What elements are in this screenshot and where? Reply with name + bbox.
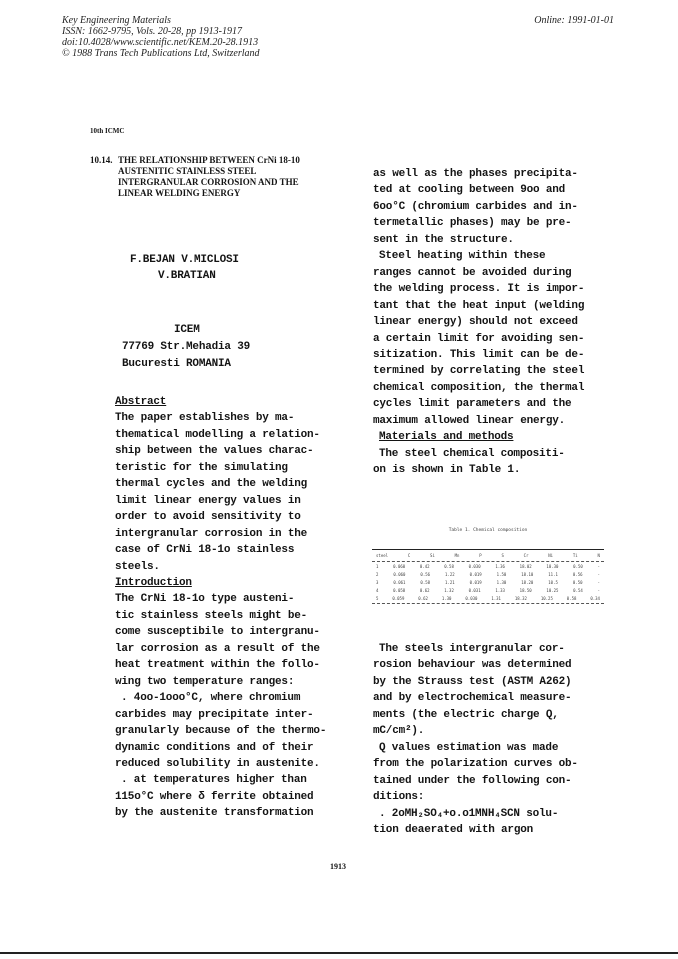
table-header-cell: steel (376, 553, 389, 558)
right-column-bottom (373, 641, 643, 838)
title-line: THE RELATIONSHIP BETWEEN CrNi 18-10 (118, 155, 300, 165)
table-cell: 0.50 (573, 563, 583, 569)
table-cell: 0.62 (419, 587, 430, 593)
title-line: AUSTENITIC STAINLESS STEEL (118, 166, 257, 176)
text-line: the welding process. It is impor- (373, 283, 585, 296)
text-line: on is shown in Table 1. (373, 464, 521, 477)
text-line: The CrNi 18-1o type austeni- (115, 593, 295, 606)
introduction-heading: Introduction (115, 576, 192, 589)
footer-rule (0, 952, 678, 954)
doi-line[interactable]: doi:10.4028/www.scientific.net/KEM.20-28.1913 (62, 37, 259, 48)
text-line: lar corrosion as a result of the (115, 642, 320, 655)
table-cell: 0.54 (573, 587, 583, 593)
composition-table (372, 528, 604, 604)
table-cell: 0.060 (393, 571, 406, 577)
table-cell: - (597, 579, 600, 585)
text-line: ted at cooling between 9oo and (373, 184, 566, 197)
table-cell: - (597, 587, 600, 593)
table-cell: 11.1 (548, 571, 558, 577)
table-cell: 1.22 (445, 571, 455, 577)
table-cell: 1.50 (496, 571, 507, 577)
table-cell: 4 (376, 587, 379, 593)
table-cell: 1.33 (495, 587, 505, 593)
page-number: 1913 (330, 862, 346, 871)
conference-label: 10th ICMC (90, 127, 125, 135)
text-line: come susceptibile to intergranu- (115, 626, 320, 639)
table-cell: 10.5 (548, 579, 558, 585)
text-line: intergranular corrosion in the (115, 527, 308, 540)
text-line: from the polarization curves ob- (373, 758, 578, 771)
text-line: tant that the heat input (welding (373, 299, 585, 312)
text-line: heat treatment within the follo- (115, 659, 320, 672)
title-line: LINEAR WELDING ENERGY (118, 188, 241, 198)
text-line: and by electrochemical measure- (373, 692, 572, 705)
text-line: mC/cm²). (373, 725, 425, 738)
text-line: chemical composition, the thermal (373, 381, 585, 394)
text-line: tic stainless steels might be- (115, 609, 308, 622)
table-cell: 1 (376, 563, 379, 569)
text-line: The steels intergranular cor- (379, 643, 565, 655)
table-cell: 1.30 (496, 579, 507, 585)
table-row (372, 586, 604, 594)
text-line: tained under the following con- (373, 774, 572, 787)
text-line: linear energy) should not exceed (373, 316, 578, 329)
table-caption: Table 1. Chemical composition (448, 528, 528, 533)
institution: ICEM (174, 324, 200, 336)
text-line: carbides may precipitate inter- (115, 708, 314, 721)
table-cell: 0.58 (420, 579, 431, 585)
author-line: V.BRATIAN (158, 270, 216, 282)
table-cell: 0.34 (590, 595, 600, 601)
table-header-cell: Ti (572, 553, 578, 558)
table-cell: 0.42 (419, 563, 430, 569)
table-row (372, 594, 604, 602)
text-line: dynamic conditions and of their (115, 741, 314, 754)
table-cell: 3 (376, 579, 379, 585)
table-cell: 1.21 (445, 579, 455, 585)
table-cell: 0.58 (566, 595, 577, 601)
table-cell: 18.32 (514, 595, 527, 601)
text-line: thematical modelling a relation- (115, 428, 320, 441)
table-row (372, 570, 604, 578)
text-line: . at temperatures higher than (121, 774, 307, 787)
table-cell: 18.02 (519, 563, 532, 569)
text-line: The steel chemical compositi- (379, 447, 565, 460)
text-line: steels. (115, 560, 160, 573)
text-line: sitization. This limit can be de- (373, 348, 585, 361)
text-line: 6oo°C (chromium carbides and in- (373, 200, 578, 213)
left-column (115, 394, 345, 822)
table-cell: 1.30 (441, 595, 452, 601)
table-header-cell: Mn (454, 553, 460, 558)
text-line: as well as the phases precipita- (373, 168, 578, 180)
table-cell: 5 (376, 595, 379, 601)
text-line: limit linear energy values in (115, 494, 301, 507)
text-line: ditions: (373, 791, 425, 804)
table-cell: 0.019 (469, 571, 482, 577)
journal-name: Key Engineering Materials (62, 15, 171, 26)
text-line: maximum allowed linear energy. (373, 414, 566, 427)
abstract-heading: Abstract (115, 396, 167, 408)
table-cell: 0.56 (572, 571, 583, 577)
table-cell: 0.50 (572, 579, 583, 585)
table-header-cell: Cr (523, 553, 529, 558)
right-column-top (373, 166, 643, 479)
table-cell: 1.32 (444, 587, 454, 593)
text-line: termined by correlating the steel (373, 365, 585, 378)
text-line: termetallic phases) may be pre- (373, 217, 572, 230)
text-line: tion deaerated with argon (373, 823, 534, 836)
text-line: The paper establishes by ma- (115, 412, 295, 425)
text-line: order to avoid sensitivity to (115, 511, 301, 524)
table-header-row (372, 550, 604, 562)
section-number: 10.14. (90, 155, 113, 165)
methods-heading: Materials and methods (379, 431, 514, 444)
text-line: wing two temperature ranges: (115, 675, 295, 688)
text-line: Q values estimation was made (379, 741, 559, 754)
title-line: INTERGRANULAR CORROSION AND THE (118, 177, 299, 187)
text-line: thermal cycles and the welding (115, 478, 308, 491)
table-header-cell: C (407, 553, 411, 558)
table-cell: 10.30 (546, 563, 559, 569)
publication-header (62, 15, 260, 59)
table-cell: 0.58 (444, 563, 454, 569)
table-cell: 18.10 (521, 571, 534, 577)
table-cell: 18.20 (521, 579, 534, 585)
table-cell: 0.061 (393, 579, 406, 585)
paper-title (90, 155, 355, 199)
table-cell: 0.031 (468, 587, 481, 593)
text-line: Steel heating within these (379, 250, 546, 263)
text-line: reduced solubility in austenite. (115, 757, 320, 770)
table-header-cell: Si (430, 553, 435, 558)
text-line: . 2oMH₂SO₄+o.o1MNH₄SCN solu- (379, 807, 559, 820)
text-line: rosion behaviour was determined (373, 659, 572, 672)
author-line: F.BEJAN V.MICLOSI (130, 254, 239, 266)
table-row (372, 578, 604, 586)
table-cell: 10.25 (540, 595, 553, 601)
table-cell: 0.059 (392, 595, 405, 601)
table-cell: 0.019 (469, 579, 482, 585)
text-line: sent in the structure. (373, 233, 514, 246)
text-line: cycles limit parameters and the (373, 398, 572, 411)
street-address: 77769 Str.Mehadia 39 (122, 341, 251, 353)
table-cell: 2 (376, 571, 379, 577)
table-cell: - (597, 563, 600, 569)
copyright-line: © 1988 Trans Tech Publications Ltd, Switzerland (62, 48, 260, 59)
city-country: Bucuresti ROMANIA (122, 358, 231, 370)
text-line: ranges cannot be avoided during (373, 266, 572, 279)
table-cell: 0.060 (393, 563, 406, 569)
text-line: ments (the electric charge Q, (373, 708, 559, 721)
text-line: ship between the values charac- (115, 445, 314, 458)
table-cell: 1.31 (491, 595, 501, 601)
text-line: . 4oo-1ooo°C, where chromium (121, 692, 301, 705)
table-cell: 0.030 (465, 595, 478, 601)
table-header-cell: S (501, 553, 504, 558)
table-header-cell: P (479, 553, 482, 558)
text-line: granularly because of the thermo- (115, 725, 327, 738)
table-cell: 10.25 (546, 587, 559, 593)
table-cell: - (597, 571, 600, 577)
online-date: Online: 1991-01-01 (534, 15, 614, 26)
text-line: by the Strauss test (ASTM A262) (373, 675, 572, 688)
text-line: by the austenite transformation (115, 807, 314, 820)
table-cell: 18.50 (519, 587, 532, 593)
table-row (372, 562, 604, 570)
table-cell: 0.030 (468, 563, 481, 569)
text-line: teristic for the simulating (115, 461, 288, 474)
table-header-cell: N (597, 553, 600, 558)
table-cell: 1.36 (495, 563, 505, 569)
table-header-cell: Ni (548, 553, 554, 558)
issn-line: ISSN: 1662-9795, Vols. 20-28, pp 1913-1917 (62, 26, 242, 37)
authors (130, 252, 239, 284)
text-line: 115o°C where δ ferrite obtained (115, 790, 314, 803)
table-cell: 0.56 (420, 571, 431, 577)
table-cell: 0.058 (393, 587, 406, 593)
table-cell: 0.62 (418, 595, 428, 601)
text-line: a certain limit for avoiding sen- (373, 332, 585, 345)
text-line: case of CrNi 18-1o stainless (115, 544, 295, 557)
affiliation (122, 322, 250, 373)
